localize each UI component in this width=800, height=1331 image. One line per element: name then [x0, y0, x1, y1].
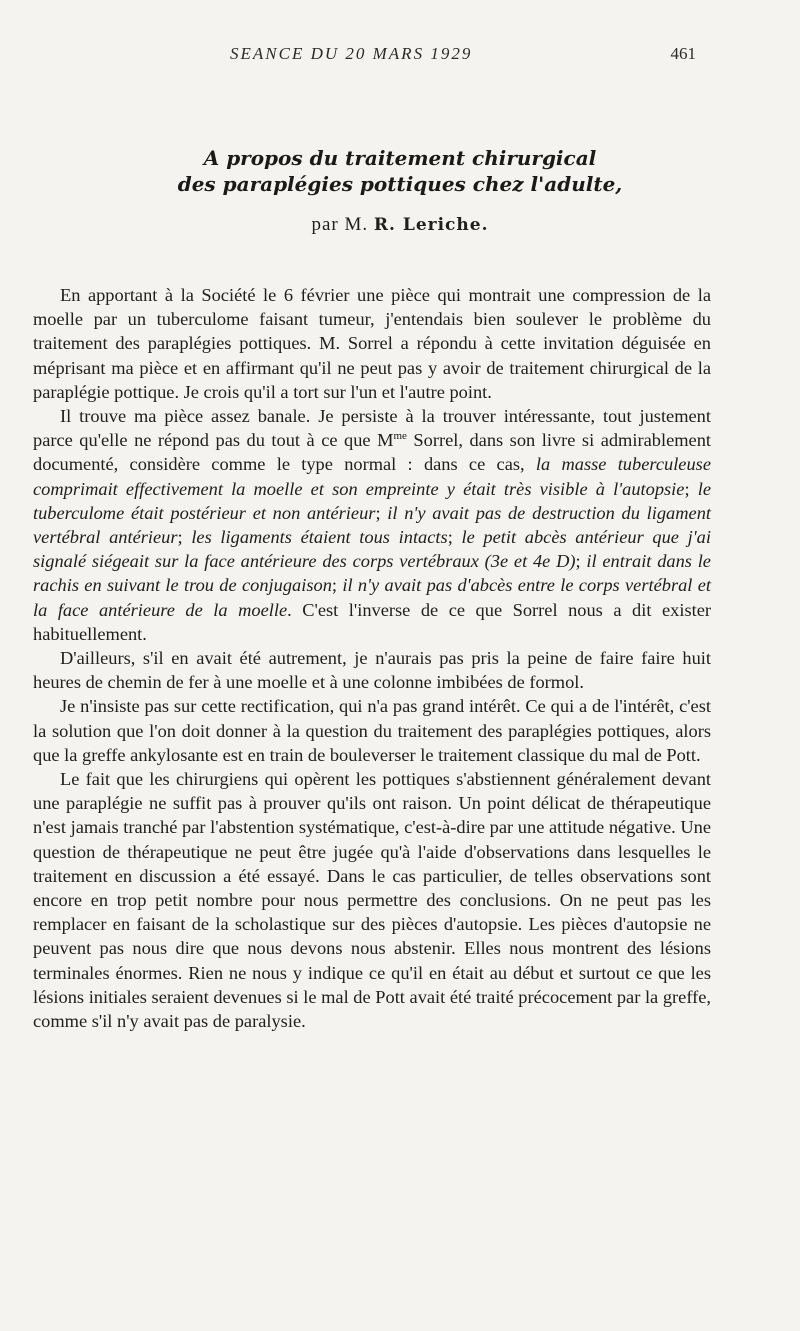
- page-number: 461: [670, 44, 696, 63]
- paragraph-2: [33, 404, 711, 646]
- paragraph-2-sep-g: ;: [575, 551, 587, 572]
- paragraph-2-italic-5: le petit abcès antérieur que j'ai signalé siégeait sur la face antérieure des corps vertébraux (3e et 4e D): [33, 527, 711, 572]
- paragraph-2-italic-1: la masse tuberculeuse comprimait effectivement la moelle et son empreinte y était très visible à l'autopsie: [33, 454, 711, 499]
- paragraph-2-sep-f: ;: [447, 527, 462, 548]
- paragraph-2-italic-6: il entrait dans le rachis en suivant le trou de conjugaison: [33, 551, 711, 596]
- article-title-line-2: des paraplégies pottiques chez l'adulte,: [177, 172, 623, 196]
- article-title-line-1: A propos du traitement chirurgical: [203, 146, 597, 170]
- byline-prefix: par M.: [311, 214, 369, 235]
- paragraph-3: D'ailleurs, s'il en avait été autrement, je n'aurais pas pris la peine de faire faire huit heures de chemin de fer à une moelle et à une colonne imbibées de formol.: [33, 648, 711, 693]
- paragraph-2-sep-h: ;: [331, 575, 343, 596]
- paragraph-2-italic-4: les ligaments étaient tous intacts: [191, 527, 448, 548]
- paragraph-2-sep-e: ;: [177, 527, 192, 548]
- paragraph-2-text-i: . C'est l'inverse de ce que Sorrel nous a dit exister habituellement.: [33, 599, 711, 644]
- paragraph-2-superscript: me: [393, 430, 407, 443]
- paragraph-2-sep-d: ;: [375, 502, 388, 523]
- byline-author: R. Leriche.: [373, 215, 489, 235]
- paragraph-2-italic-3: il n'y avait pas de destruction du ligament vertébral antérieur: [33, 502, 712, 548]
- byline: [100, 214, 700, 236]
- article-title: [100, 145, 700, 197]
- running-head: SEANCE DU 20 MARS 1929: [230, 44, 473, 63]
- paragraph-1: En apportant à la Société le 6 février une pièce qui montrait une compression de la moelle par un tuberculome faisant tumeur, j'entendais bien soulever le problème du traitement des paraplégies pottiques. M. Sorrel a répondu à cette invitation déguisée en méprisant ma pièce et en affirmant qu'il ne peut pas y avoir de traitement chirurgical de la paraplégie pottique. Je crois qu'il a tort sur l'un et l'autre point.: [33, 285, 711, 402]
- paragraph-5: Le fait que les chirurgiens qui opèrent les pottiques s'abstiennent généralement devant une paraplégie ne suffit pas à prouver qu'ils ont raison. Un point délicat de thérapeutique n'est jamais tranché par l'abstention systématique, c'est-à-dire par une attitude négative. Une question de thérapeutique ne peut être jugée qu'à l'aide d'observations dans lesquelles le traitement en discussion a été essayé. Dans le cas particulier, de telles observations sont encore en trop petit nombre pour nous permettre des conclusions. On ne peut pas les remplacer en faisant de la scholastique sur des pièces d'autopsie. Les pièces d'autopsie ne peuvent pas nous dire que nous devons nous abstenir. Elles nous montrent des lésions terminales énormes. Rien ne nous y indique ce qu'il en était au début et surtout ce que les lésions initiales seraient devenues si le mal de Pott avait été traité précocement par la greffe, comme s'il n'y avait pas de paralysie.: [33, 769, 711, 1032]
- paragraph-2-italic-7: il n'y avait pas d'abcès entre le corps vertébral et la face antérieure de la moelle: [33, 575, 711, 620]
- paragraph-2-text-b: Sorrel, dans son livre si admirablement documenté, considère comme le type normal : dans ce cas,: [33, 430, 712, 475]
- paragraph-2-sep-c: ;: [684, 478, 698, 499]
- paragraph-2-text-a: Il trouve ma pièce assez banale. Je persiste à la trouver intéressante, tout justement parce qu'elle ne répond pas du tout à ce que M: [33, 406, 711, 451]
- article-body: [33, 283, 711, 1033]
- paragraph-2-italic-2: le tuberculome était postérieur et non antérieur: [33, 478, 711, 523]
- paragraph-4: Je n'insiste pas sur cette rectification, qui n'a pas grand intérêt. Ce qui a de l'intérêt, c'est la solution que l'on doit donner à la question du traitement des paraplégies pottiques, alors que la greffe ankylosante est en train de bouleverser le traitement classique du mal de Pott.: [33, 696, 711, 765]
